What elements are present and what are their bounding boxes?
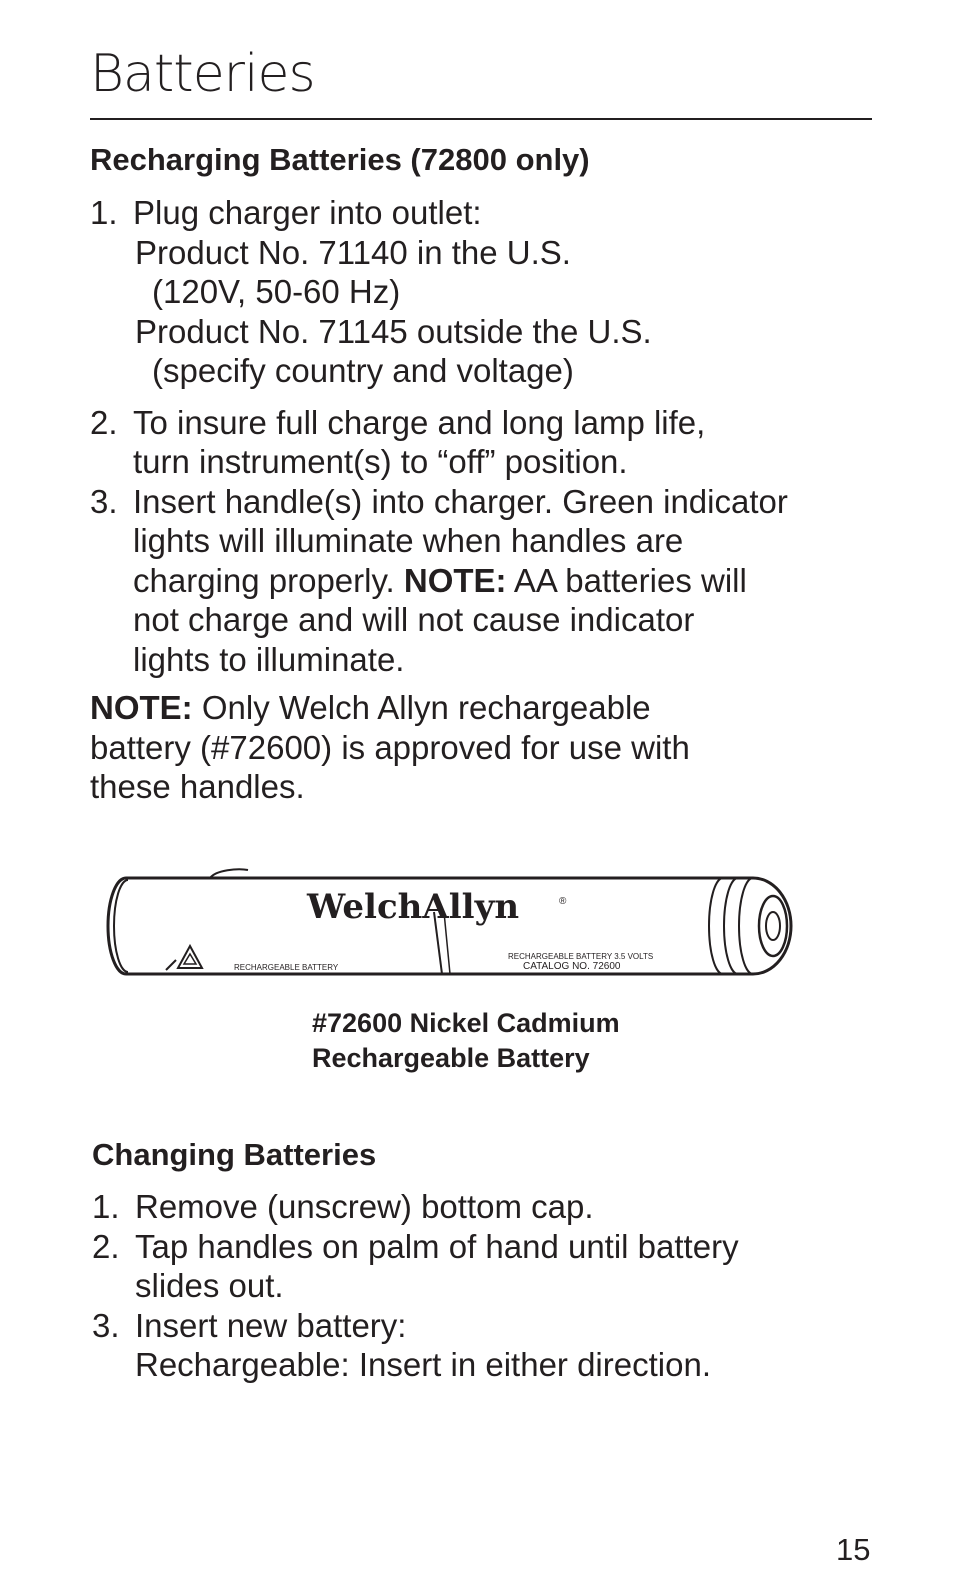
product-line: Product No. 71140 in the U.S. [135,233,571,271]
note-text: Only Welch Allyn rechargeable [192,689,651,726]
step-number: 1. [92,1188,120,1225]
step-text-with-note [90,561,890,601]
caption-line: #72600 Nickel Cadmium [312,1008,620,1038]
step-text: Rechargeable: Insert in either direction. [135,1346,711,1383]
recharging-steps [90,193,890,679]
step-text: slides out. [135,1267,284,1304]
battery-brand-logo: WelchAllyn [307,887,520,927]
list-item [92,1227,892,1306]
changing-steps [92,1187,892,1385]
caption-line: Rechargeable Battery [312,1043,590,1073]
step-number: 3. [92,1306,120,1344]
list-item [90,482,890,680]
step-text: charging properly. [133,561,404,599]
battery-label-catalog: CATALOG NO. 72600 [523,961,621,972]
note-label: NOTE: [90,689,193,726]
step-text: turn instrument(s) to “off” position. [133,443,628,480]
step-text: lights will illuminate when handles are [133,522,684,559]
step-text: lights to illuminate. [133,640,405,678]
battery-illustration [98,862,798,984]
approval-note [90,688,870,807]
note-text: these handles. [90,768,305,805]
product-detail: (specify country and voltage) [152,352,574,389]
changing-heading: Changing Batteries [92,1137,377,1172]
title-rule [90,118,872,120]
step-number: 2. [92,1227,120,1265]
product-detail: (120V, 50-60 Hz) [152,273,401,310]
product-line: Product No. 71145 outside the U.S. [135,312,652,350]
step-number: 2. [90,403,118,441]
step-text: Tap handles on palm of hand until battery [135,1227,739,1265]
page-number: 15 [836,1532,871,1567]
list-item [92,1306,892,1385]
battery-label-voltage: RECHARGEABLE BATTERY 3.5 VOLTS [508,952,654,961]
step-text: To insure full charge and long lamp life, [133,403,706,441]
step-text: AA batteries will [506,561,747,599]
step-number: 1. [90,194,118,231]
page-title: Batteries [90,44,315,104]
step-text: Remove (unscrew) bottom cap. [135,1188,594,1225]
step-number: 3. [90,482,118,520]
note-text: battery (#72600) is approved for use with [90,728,690,766]
step-text: Insert handle(s) into charger. Green indicator [133,482,788,520]
note-label: NOTE: [403,561,507,599]
step-text: Insert new battery: [135,1306,407,1344]
list-item [90,403,890,482]
step-text: not charge and will not cause indicator [133,601,695,638]
list-item [92,1187,892,1227]
battery-caption [312,1006,620,1076]
list-item [90,193,890,391]
recharging-heading: Recharging Batteries (72800 only) [90,142,590,177]
battery-label-left: RECHARGEABLE BATTERY [234,963,339,972]
step-text: Plug charger into outlet: [133,194,482,231]
registered-mark: ® [559,896,567,907]
